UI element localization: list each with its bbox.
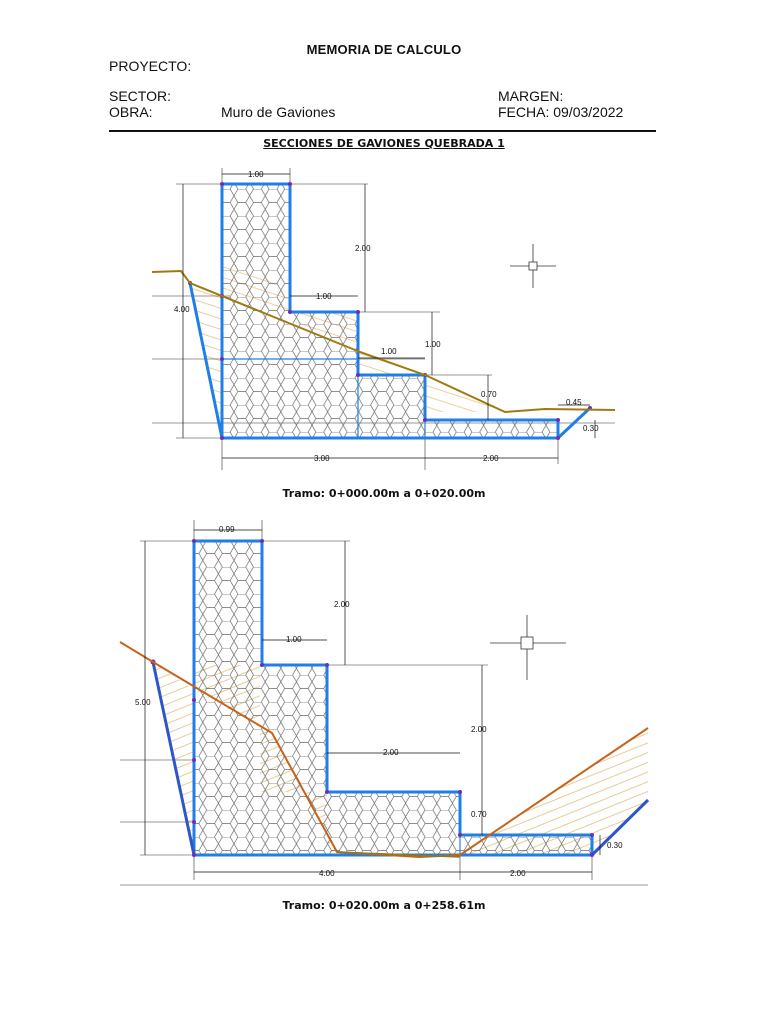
- s1-dim-step2-height: 1.00: [425, 340, 441, 349]
- s2-dim-top-width: 0.99: [219, 525, 235, 534]
- s2-dim-step2-height: 2.00: [471, 725, 487, 734]
- s2-dim-step3-height: 0.70: [471, 810, 487, 819]
- section-1-gabion-mesh: [222, 184, 558, 438]
- s2-dim-base-width: 4.00: [319, 869, 335, 878]
- s2-dim-total-height: 5.00: [135, 698, 151, 707]
- s2-dim-toe-height: 0.30: [607, 841, 623, 850]
- s1-dim-apron-width: 2.00: [483, 454, 499, 463]
- section-title: SECCIONES DE GAVIONES QUEBRADA 1: [263, 137, 505, 150]
- s1-dim-step3-height: 0.70: [481, 390, 497, 399]
- section-1-caption: Tramo: 0+000.00m a 0+020.00m: [282, 487, 486, 500]
- s1-dim-top-width: 1.00: [248, 170, 264, 179]
- s1-dim-toe-height: 0.30: [583, 424, 599, 433]
- section-1-crosshair-icon: [510, 244, 556, 288]
- margen-label: MARGEN:: [498, 88, 564, 104]
- fecha-label: FECHA: 09/03/2022: [498, 104, 624, 120]
- obra-label: OBRA:: [109, 104, 153, 120]
- s1-dim-base-width: 3.00: [314, 454, 330, 463]
- section-2-crosshair-icon: [490, 615, 566, 680]
- proyecto-label: PROYECTO:: [109, 58, 192, 74]
- s1-dim-upper-height: 2.00: [355, 244, 371, 253]
- s1-dim-step1-width: 1.00: [316, 292, 332, 301]
- s2-dim-apron-width: 2.00: [510, 869, 526, 878]
- s1-dim-step2-width: 1.00: [381, 347, 397, 356]
- sector-label: SECTOR:: [109, 88, 171, 104]
- s2-dim-step1-width: 1.00: [286, 635, 302, 644]
- obra-value: Muro de Gaviones: [221, 104, 336, 120]
- section-2-drawing: [120, 520, 648, 885]
- s2-dim-upper-height: 2.00: [334, 600, 350, 609]
- s1-dim-total-height: 4.00: [174, 305, 190, 314]
- s2-dim-step2-width: 2.00: [383, 748, 399, 757]
- section-1-drawing: [152, 168, 615, 470]
- document-title: MEMORIA DE CALCULO: [306, 42, 462, 57]
- section-2-caption: Tramo: 0+020.00m a 0+258.61m: [282, 899, 486, 912]
- s1-dim-toe-width: 0.45: [566, 398, 582, 407]
